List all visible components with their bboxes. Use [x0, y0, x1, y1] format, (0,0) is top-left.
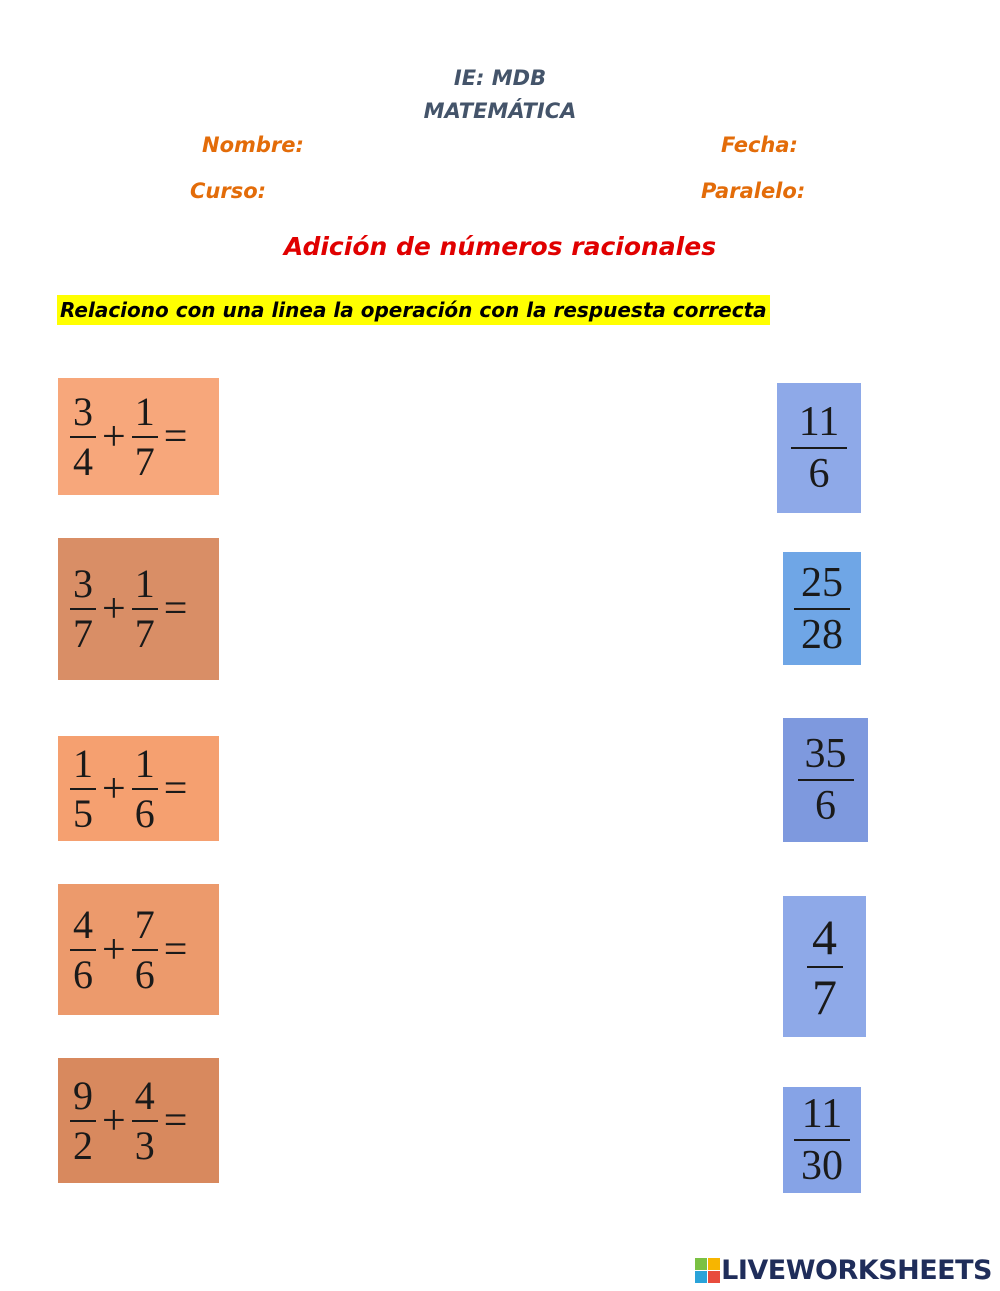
worksheet-title: Adición de números racionales: [283, 232, 717, 261]
fraction: $\frac{7}{6}$: [132, 905, 158, 995]
answer-3[interactable]: [783, 718, 868, 842]
name-label: Nombre:: [202, 133, 304, 157]
answer-5[interactable]: [783, 1087, 861, 1193]
liveworksheets-logo: [695, 1255, 992, 1286]
operation-2[interactable]: [58, 538, 219, 680]
section-label: Paralelo:: [701, 179, 806, 203]
answer-2[interactable]: [783, 552, 861, 665]
plus-sign: +: [102, 413, 126, 460]
plus-sign: +: [102, 1097, 126, 1144]
operation-4[interactable]: [58, 884, 219, 1015]
equals-sign: =: [163, 586, 188, 632]
answer-4[interactable]: [783, 896, 866, 1037]
equals-sign: =: [163, 765, 188, 812]
fraction: $\frac{35}{6}$: [798, 733, 854, 827]
equals-sign: =: [163, 1097, 188, 1144]
operation-3[interactable]: [58, 736, 219, 841]
date-label: Fecha:: [721, 133, 798, 157]
fraction: $\frac{9}{2}$: [70, 1076, 96, 1166]
fraction: $\frac{25}{28}$: [794, 562, 850, 656]
fraction: $\frac{4}{7}$: [807, 912, 843, 1022]
logo-text: LIVEWORKSHEETS: [721, 1255, 992, 1286]
fraction: $\frac{11}{6}$: [791, 401, 847, 495]
equals-sign: =: [163, 926, 188, 973]
plus-sign: +: [102, 586, 126, 632]
logo-blocks-icon: [695, 1258, 721, 1284]
fraction: $\frac{1}{7}$: [132, 392, 158, 482]
fraction: $\frac{4}{3}$: [132, 1076, 158, 1166]
fraction: $\frac{1}{6}$: [132, 744, 158, 834]
operation-1[interactable]: [58, 378, 219, 495]
course-label: Curso:: [190, 179, 267, 203]
plus-sign: +: [102, 926, 126, 973]
fraction: $\frac{11}{30}$: [794, 1093, 850, 1187]
school-name: IE: MDB: [453, 66, 547, 90]
fraction: $\frac{3}{4}$: [70, 392, 96, 482]
answer-1[interactable]: [777, 383, 861, 513]
fraction: $\frac{4}{6}$: [70, 905, 96, 995]
equals-sign: =: [163, 413, 188, 460]
subject-name: MATEMÁTICA: [423, 99, 577, 123]
operation-5[interactable]: [58, 1058, 219, 1183]
instruction-text: Relaciono con una linea la operación con la respuesta correcta: [57, 295, 770, 325]
fraction: $\frac{1}{7}$: [132, 564, 158, 654]
fraction: $\frac{3}{7}$: [70, 564, 96, 654]
plus-sign: +: [102, 765, 126, 812]
fraction: $\frac{1}{5}$: [70, 744, 96, 834]
